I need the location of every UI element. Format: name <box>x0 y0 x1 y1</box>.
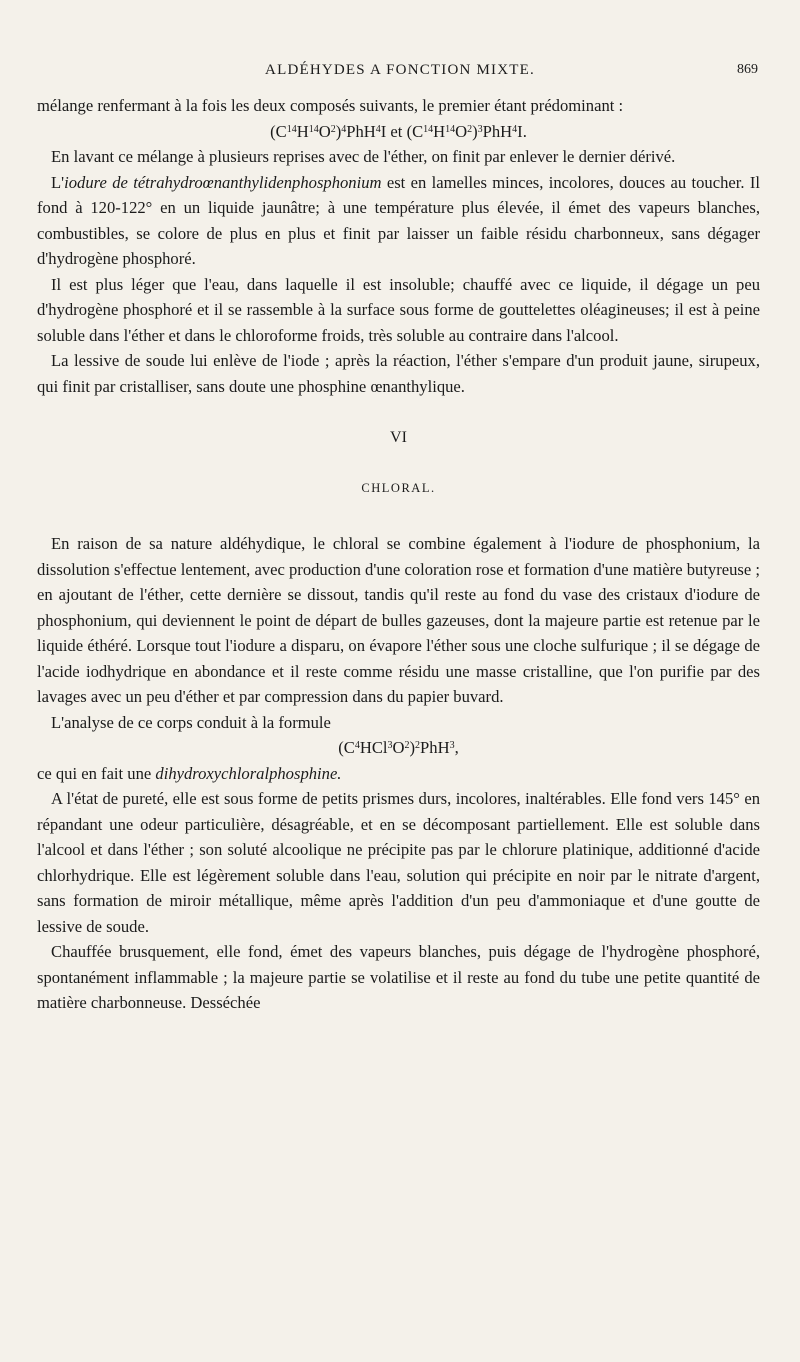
compound-name: iodure de tétrahydroœnanthylidenphosphonium <box>64 172 382 192</box>
running-head <box>0 62 800 86</box>
formula-chloral-phosphine: $(C^4HCl^3O^2)^2PhH^3$, <box>338 738 459 757</box>
paragraph-soda-reaction: La lessive de soude lui enlève de l'iode ; après la réaction, l'éther s'empare d'un produit jaune, sirupeux, qui finit par cristalliser, sans doute une phosphine œnanthylique. <box>37 351 760 396</box>
paragraph-solubility: Il est plus léger que l'eau, dans laquelle il est insoluble; chauffé avec ce liquide, il dégage un peu d'hydrogène phosphoré et il se rassemble à la surface sous forme de gouttelettes oléagineuses; il est à peine soluble dans l'éther et dans le chloroforme froids, très soluble au contraire dans l'alcool. <box>37 274 760 345</box>
running-title: ALDÉHYDES A FONCTION MIXTE. <box>265 62 535 78</box>
section-number: VI <box>390 429 407 446</box>
paragraph-continuation: mélange renfermant à la fois les deux composés suivants, le premier étant prédominant : <box>37 96 624 115</box>
section-title: CHLORAL. <box>361 481 436 495</box>
formula-phosphonium-compounds: $(C^{14}H^{14}O^2)^4PhH^4I$ et $(C^{14}H^{14}O^2)^3PhH^4I$. <box>270 121 527 141</box>
paragraph-heating: Chauffée brusquement, elle fond, émet des vapeurs blanches, puis dégage de l'hydrogène phosphoré, spontanément inflammable ; la majeure partie se volatilise et il reste au fond du tube une petite quantité de matière charbonneuse. Desséchée <box>37 942 760 1012</box>
compound-name-dihydroxy: dihydroxychloralphosphine. <box>155 763 342 783</box>
paragraph-chloral-reaction: En raison de sa nature aldéhydique, le chloral se combine également à l'iodure de phosphonium, la dissolution s'effectue lentement, avec production d'une coloration rose et formation d'une matière butyreuse ; en ajoutant de l'éther, cette dernière se dissout, tandis qu'il reste au fond du vase des cristaux d'iodure de phosphonium, qui deviennent le point de départ de bulles gazeuses, dont la majeure partie est retenue par le liquide éthéré. Lorsque tout l'iodure a disparu, on évapore l'éther sous une cloche sulfurique ; il se dégage de l'acide iodhydrique en abondance et il reste comme résidu une masse cristalline, que l'on purifie par des lavages avec un peu d'éther et par compression dans du papier buvard. <box>37 534 760 706</box>
paragraph-iodide-description: L'iodure de tétrahydroœnanthylidenphosphonium est en lamelles minces, incolores, douces au toucher. Il fond à 120-122° en un liquide jaunâtre; à une température plus élevée, il émet des vapeurs blanches, combustibles, se colore de plus en plus et finit par laisser un faible résidu charbonneux, sans dégager d'hydrogène phosphoré. <box>37 172 760 268</box>
paragraph-washing: En lavant ce mélange à plusieurs reprises avec de l'éther, on finit par enlever le dernier dérivé. <box>51 147 676 166</box>
page-content <box>37 93 760 1016</box>
paragraph-compound-name: ce qui en fait une dihydroxychloralphosphine. <box>37 763 342 783</box>
page-number: 869 <box>737 62 758 77</box>
paragraph-properties: A l'état de pureté, elle est sous forme de petits prismes durs, incolores, inaltérables. Elle fond vers 145° en répandant une odeur particulière, désagréable, et en se décomposant partiellement. Elle est soluble dans l'alcool et dans l'éther ; son soluté alcoolique ne précipite pas par le chlorure platinique, additionné d'acide chlorhydrique. Elle est légèrement soluble dans l'eau, solution qui précipite en noir par le nitrate d'argent, sans formation de miroir métallique, même après l'addition d'un peu d'ammoniaque et d'une goutte de lessive de soude. <box>37 789 760 936</box>
paragraph-analysis: L'analyse de ce corps conduit à la formule <box>51 712 331 732</box>
